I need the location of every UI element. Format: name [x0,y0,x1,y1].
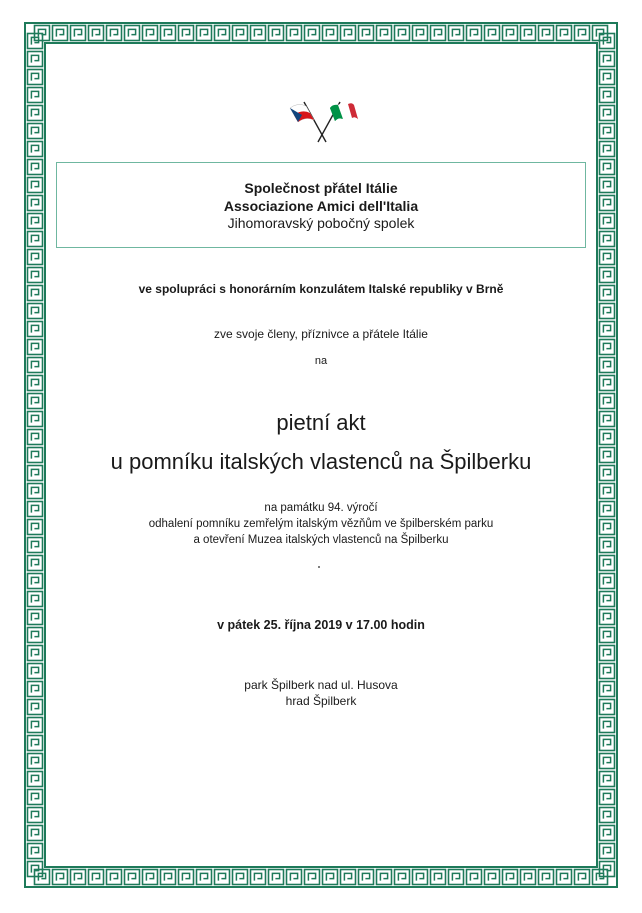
memorial-line1: na památku 94. výročí [264,502,378,514]
czech-flag-icon [290,104,314,122]
greek-key-border-bottom [26,868,616,886]
greek-key-border-top [26,24,616,42]
event-place-line2: hrad Špilberk [285,694,357,708]
memorial-line2: odhalení pomníku zemřelým italským vězňům ve špilberském parku [148,518,494,530]
event-title-line2: u pomníku italských vlastenců na Špilberku [110,449,532,474]
italian-flag-icon [330,103,358,121]
organization-name-it: Associazione Amici dell'Italia [223,198,419,214]
event-date-time: v pátek 25. října 2019 v 17.00 hodin [217,618,425,632]
event-title-line1: pietní akt [276,410,366,435]
crossed-flags-icon [286,98,358,144]
organization-name-cz: Společnost přátel Itálie [244,180,398,196]
memorial-line3: a otevření Muzea italských vlastenců na Špilberku [193,534,449,546]
organization-branch: Jihomoravský pobočný spolek [227,215,415,231]
invitation-line: zve svoje členy, příznivce a přátele Itálie [214,327,428,341]
na-word: na [314,355,328,367]
event-place-line1: park Špilberk nad ul. Husova [244,678,398,692]
greek-key-border-right [598,24,616,886]
cooperation-line: ve spolupráci s honorárním konzulátem Italské republiky v Brně [138,282,504,296]
greek-key-border-left [26,24,44,886]
stray-dot [318,566,320,568]
